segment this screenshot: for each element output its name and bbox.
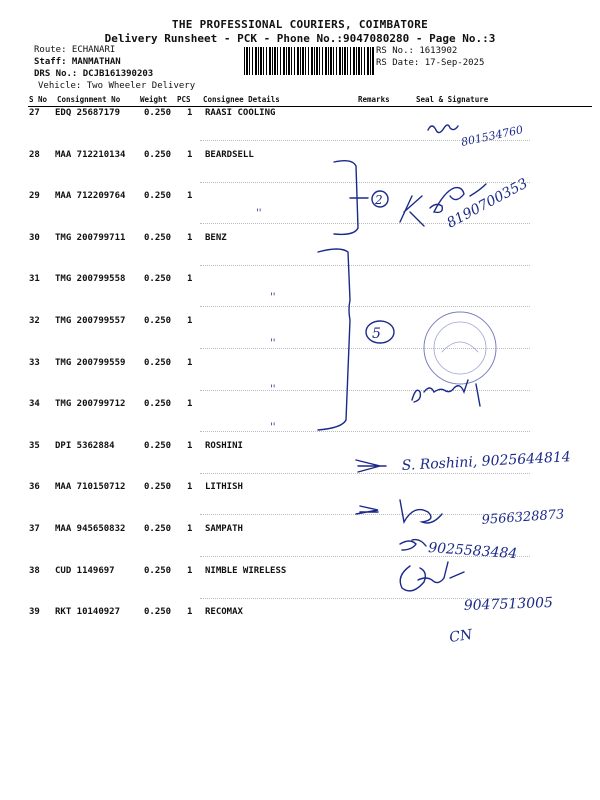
row-sno: 37 <box>29 524 40 534</box>
row-consignment-no: CUD 1149697 <box>55 566 115 576</box>
row-separator <box>200 598 530 599</box>
staff-label: Staff: MANMATHAN <box>34 57 121 67</box>
row-consignee-details: ROSHINI <box>205 441 243 451</box>
table-row <box>0 399 600 413</box>
row-weight: 0.250 <box>144 607 172 617</box>
count-2: 2 <box>375 193 383 207</box>
row-pcs: 1 <box>187 150 193 160</box>
table-row <box>0 358 600 372</box>
name-35: S. Roshini, 9025644814 <box>401 449 572 474</box>
table-row <box>0 566 600 580</box>
signature-36 <box>400 500 442 523</box>
row-consignment-no: TMG 200799711 <box>55 233 126 243</box>
row-sno: 31 <box>29 274 40 284</box>
drs-number: DRS No.: DCJB161390203 <box>34 69 154 79</box>
row-separator <box>200 182 530 183</box>
row-pcs: 1 <box>187 566 193 576</box>
col-pcs: PCS <box>177 95 191 104</box>
row-consignee-details: RECOMAX <box>205 607 243 617</box>
row-consignment-no: RKT 10140927 <box>55 607 121 617</box>
row-sno: 27 <box>29 108 40 118</box>
row-separator <box>200 431 530 432</box>
row-weight: 0.250 <box>144 482 172 492</box>
row-consignee-details: SAMPATH <box>205 524 243 534</box>
row-consignment-no: DPI 5362884 <box>55 441 115 451</box>
row-consignee-details: RAASI COOLING <box>205 108 276 118</box>
row-separator <box>200 265 530 266</box>
row-sno: 30 <box>29 233 40 243</box>
row-pcs: 1 <box>187 108 193 118</box>
ditto-31: '' <box>270 292 276 303</box>
row-consignment-no: TMG 200799557 <box>55 316 126 326</box>
row-pcs: 1 <box>187 274 193 284</box>
row-pcs: 1 <box>187 482 193 492</box>
table-row <box>0 108 600 122</box>
header-divider <box>28 106 592 107</box>
table-row <box>0 441 600 455</box>
row-pcs: 1 <box>187 399 193 409</box>
row-weight: 0.250 <box>144 566 172 576</box>
arrow-35 <box>356 460 386 472</box>
col-sno: S No <box>29 95 48 104</box>
row-sno: 36 <box>29 482 40 492</box>
col-details: Consignee Details <box>203 95 280 104</box>
row-weight: 0.250 <box>144 150 172 160</box>
phone-38: 9047513005 <box>463 594 554 614</box>
vehicle-label: Vehicle: Two Wheeler Delivery <box>38 81 196 91</box>
row-consignee-details: BENZ <box>205 233 227 243</box>
row-separator <box>200 140 530 141</box>
row-sno: 32 <box>29 316 40 326</box>
row-weight: 0.250 <box>144 233 172 243</box>
runsheet-subtitle: Delivery Runsheet - PCK - Phone No.:9047080280 - Page No.:3 <box>104 32 496 45</box>
ditto-34: '' <box>270 422 276 433</box>
row-consignee-details: LITHISH <box>205 482 243 492</box>
table-row <box>0 482 600 496</box>
row-pcs: 1 <box>187 441 193 451</box>
table-row <box>0 233 600 247</box>
row-sno: 35 <box>29 441 40 451</box>
table-row <box>0 274 600 288</box>
company-title: THE PROFESSIONAL COURIERS, COIMBATORE <box>171 18 429 31</box>
ditto-32: '' <box>270 338 276 349</box>
rs-date: RS Date: 17-Sep-2025 <box>376 58 485 68</box>
phone-28: 8190700353 <box>444 175 531 232</box>
row-pcs: 1 <box>187 524 193 534</box>
row-separator <box>200 390 530 391</box>
row-weight: 0.250 <box>144 316 172 326</box>
row-weight: 0.250 <box>144 441 172 451</box>
phone-36: 9566328873 <box>481 507 565 528</box>
row-consignment-no: MAA 710150712 <box>55 482 126 492</box>
row-separator <box>200 473 530 474</box>
row-consignment-no: MAA 945650832 <box>55 524 126 534</box>
phone-37: 9025583484 <box>427 540 518 563</box>
row-consignment-no: TMG 200799712 <box>55 399 126 409</box>
row-weight: 0.250 <box>144 108 172 118</box>
table-row <box>0 524 600 538</box>
col-consignment: Consignment No <box>57 95 121 104</box>
row-consignment-no: MAA 712210134 <box>55 150 126 160</box>
signature-27 <box>428 125 458 133</box>
row-consignment-no: EDQ 25687179 <box>55 108 121 118</box>
table-row <box>0 607 600 621</box>
row-consignee-details: BEARDSELL <box>205 150 254 160</box>
col-seal-signature: Seal & Signature <box>416 95 489 104</box>
barcode <box>244 47 374 75</box>
rs-number: RS No.: 1613902 <box>376 46 458 56</box>
row-pcs: 1 <box>187 233 193 243</box>
row-pcs: 1 <box>187 191 193 201</box>
col-remarks: Remarks <box>358 95 390 104</box>
table-row <box>0 150 600 164</box>
row-pcs: 1 <box>187 358 193 368</box>
row-weight: 0.250 <box>144 524 172 534</box>
initials-39: CN <box>448 626 474 646</box>
signature-37 <box>400 540 426 550</box>
row-weight: 0.250 <box>144 274 172 284</box>
count-5: 5 <box>372 326 381 342</box>
table-row <box>0 191 600 205</box>
row-separator <box>200 556 530 557</box>
row-weight: 0.250 <box>144 358 172 368</box>
row-pcs: 1 <box>187 607 193 617</box>
arrow-36 <box>356 506 378 514</box>
row-separator <box>200 348 530 349</box>
table-row <box>0 316 600 330</box>
row-sno: 29 <box>29 191 40 201</box>
ditto-29: '' <box>256 208 262 219</box>
row-consignment-no: TMG 200799559 <box>55 358 126 368</box>
row-separator <box>200 306 530 307</box>
row-separator <box>200 223 530 224</box>
row-consignment-no: MAA 712209764 <box>55 191 126 201</box>
row-sno: 39 <box>29 607 40 617</box>
ditto-33: '' <box>270 384 276 395</box>
row-pcs: 1 <box>187 316 193 326</box>
row-sno: 34 <box>29 399 40 409</box>
row-separator <box>200 514 530 515</box>
row-consignment-no: TMG 200799558 <box>55 274 126 284</box>
row-sno: 38 <box>29 566 40 576</box>
route-label: Route: ECHANARI <box>34 45 116 55</box>
note-27: 801534760 <box>459 123 525 149</box>
row-weight: 0.250 <box>144 191 172 201</box>
row-consignee-details: NIMBLE WIRELESS <box>205 566 287 576</box>
row-weight: 0.250 <box>144 399 172 409</box>
row-sno: 28 <box>29 150 40 160</box>
col-weight: Weight <box>140 95 168 104</box>
row-sno: 33 <box>29 358 40 368</box>
